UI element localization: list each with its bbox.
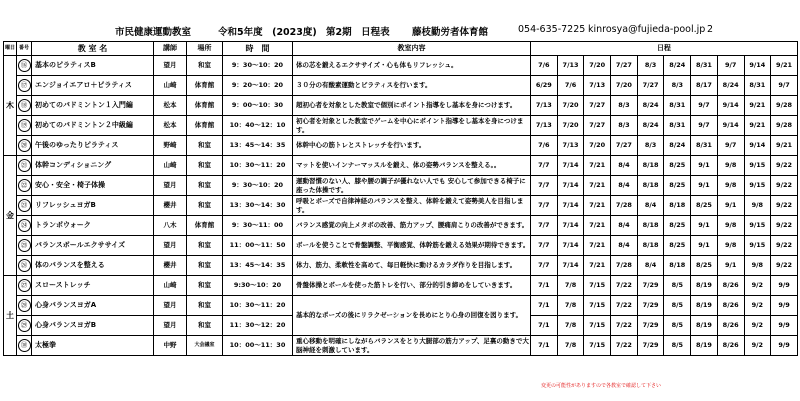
date-cell: 9/2	[744, 296, 771, 316]
time: 11：00～11：50	[223, 236, 293, 256]
table-row	[4, 56, 798, 76]
col-no: 番号	[17, 42, 32, 56]
date-cell: 7/21	[584, 236, 611, 256]
date-cell: 8/4	[611, 236, 638, 256]
date-cell: 9/14	[744, 136, 771, 156]
place: 体育館	[187, 96, 223, 116]
date-cell: 7/7	[531, 196, 558, 216]
date-cell: 7/29	[637, 316, 664, 336]
date-cell: 8/19	[691, 276, 718, 296]
date-cell: 7/7	[531, 216, 558, 236]
time: 11：30～12：20	[223, 316, 293, 336]
date-cell: 7/1	[531, 276, 558, 296]
col-class-name: 教 室 名	[32, 42, 154, 56]
date-cell: 7/6	[531, 56, 558, 76]
table-row	[4, 336, 798, 356]
content: 基本的なポーズの後にリラクゼーションを長めにとり心身の回復を図ります。	[293, 296, 531, 336]
class-number-badge: ⑱	[18, 99, 31, 112]
date-cell: 8/5	[664, 316, 691, 336]
table-row	[4, 156, 798, 176]
date-cell: 8/18	[637, 236, 664, 256]
date-cell: 7/7	[531, 256, 558, 276]
instructor: 山崎	[154, 76, 187, 96]
table-row	[4, 136, 798, 156]
col-instructor: 講師	[154, 42, 187, 56]
time: 10：00～11：30	[223, 336, 293, 356]
date-cell: 7/14	[557, 156, 584, 176]
class-number	[17, 216, 32, 236]
content: 超初心者を対象とした教室で個別にポイント指導をし基本を身につけます。	[293, 96, 531, 116]
table-row	[4, 296, 798, 316]
class-number	[17, 116, 32, 136]
table-row	[4, 236, 798, 256]
content: バランス感覚の向上メタボの改善、筋力アップ、腰痛肩こりの改善ができます。	[293, 216, 531, 236]
place: 大会議室	[187, 336, 223, 356]
table-row	[4, 116, 798, 136]
date-cell: 9/22	[771, 216, 798, 236]
date-cell: 8/25	[664, 236, 691, 256]
date-cell: 7/21	[584, 256, 611, 276]
place: 体育館	[187, 76, 223, 96]
date-cell: 7/8	[557, 316, 584, 336]
class-name: 安心・安全・椅子体操	[32, 176, 154, 196]
place: 和室	[187, 276, 223, 296]
date-cell: 7/20	[557, 116, 584, 136]
date-cell: 9/8	[717, 176, 744, 196]
date-cell: 7/13	[584, 76, 611, 96]
date-cell: 8/26	[717, 276, 744, 296]
date-cell: 7/20	[557, 96, 584, 116]
table-row	[4, 256, 798, 276]
class-number-badge: ㉚	[18, 339, 31, 352]
date-cell: 9/14	[744, 56, 771, 76]
date-cell: 9/8	[717, 156, 744, 176]
date-cell: 9/1	[691, 156, 718, 176]
date-cell: 7/21	[584, 176, 611, 196]
date-cell: 7/21	[584, 196, 611, 216]
instructor: 中野	[154, 336, 187, 356]
place: 和室	[187, 296, 223, 316]
class-name: エンジョイエアロ＋ピラティス	[32, 76, 154, 96]
class-number	[17, 336, 32, 356]
date-cell: 9/22	[771, 236, 798, 256]
class-number-badge: ㉒	[18, 179, 31, 192]
time: 9：30～11：00	[223, 216, 293, 236]
instructor: 山崎	[154, 156, 187, 176]
content: 骨盤体操とボールを使った筋トレを行い、部分的引き締めをしていきます。	[293, 276, 531, 296]
content: 体幹中心の筋トレとストレッチを行います。	[293, 136, 531, 156]
time: 9:30～10：20	[223, 276, 293, 296]
instructor: 望月	[154, 316, 187, 336]
day-cell: 木	[4, 56, 17, 156]
date-cell: 7/20	[584, 56, 611, 76]
date-cell: 9/2	[744, 336, 771, 356]
date-cell: 7/1	[531, 316, 558, 336]
place: 体育館	[187, 216, 223, 236]
place: 体育館	[187, 116, 223, 136]
time: 10：30～11：20	[223, 296, 293, 316]
table-header-row	[4, 42, 798, 56]
place: 和室	[187, 176, 223, 196]
date-cell: 9/28	[771, 116, 798, 136]
date-cell: 8/25	[691, 196, 718, 216]
date-cell: 7/29	[637, 296, 664, 316]
date-cell: 9/9	[771, 336, 798, 356]
footer-note: 変更の可能性がありますので各教室で確認して下さい	[541, 383, 662, 389]
date-cell: 7/8	[557, 336, 584, 356]
date-cell: 9/21	[744, 116, 771, 136]
place: 和室	[187, 256, 223, 276]
date-cell: 7/6	[531, 136, 558, 156]
class-number	[17, 236, 32, 256]
content: 体力、筋力、柔軟性を高めて、毎日軽快に動けるカラダ作りを目指します。	[293, 256, 531, 276]
class-name: リフレッシュヨガB	[32, 196, 154, 216]
date-cell: 8/3	[637, 136, 664, 156]
class-number-badge: ⑰	[18, 79, 31, 92]
date-cell: 9/21	[771, 136, 798, 156]
date-cell: 8/24	[664, 56, 691, 76]
date-cell: 8/25	[664, 216, 691, 236]
instructor: 松本	[154, 96, 187, 116]
date-cell: 7/28	[611, 196, 638, 216]
table-row	[4, 76, 798, 96]
class-name: 体幹コンディショニング	[32, 156, 154, 176]
header-venue: 藤枝勤労者体育館	[412, 27, 489, 38]
date-cell: 8/4	[611, 176, 638, 196]
date-cell: 7/22	[611, 296, 638, 316]
date-cell: 9/7	[691, 96, 718, 116]
instructor: 望月	[154, 236, 187, 256]
class-number	[17, 256, 32, 276]
date-cell: 8/19	[691, 316, 718, 336]
date-cell: 9/7	[691, 116, 718, 136]
header-year: 令和5年度 (2023度)	[218, 27, 317, 38]
place: 和室	[187, 316, 223, 336]
class-name: 心身バランスヨガA	[32, 296, 154, 316]
instructor: 望月	[154, 296, 187, 316]
col-content: 教室内容	[293, 42, 531, 56]
date-cell: 9/8	[744, 196, 771, 216]
date-cell: 7/20	[584, 136, 611, 156]
class-name: 基本のピラティスB	[32, 56, 154, 76]
date-cell: 9/14	[717, 116, 744, 136]
date-cell: 8/4	[611, 156, 638, 176]
class-number	[17, 196, 32, 216]
date-cell: 8/25	[664, 156, 691, 176]
date-cell: 8/26	[717, 296, 744, 316]
date-cell: 8/19	[691, 336, 718, 356]
class-number-badge: ⑳	[18, 139, 31, 152]
date-cell: 7/15	[584, 296, 611, 316]
date-cell: 7/22	[611, 276, 638, 296]
day-cell: 金	[4, 156, 17, 276]
class-name: 太極拳	[32, 336, 154, 356]
date-cell: 7/27	[637, 76, 664, 96]
class-number	[17, 296, 32, 316]
class-name: スローストレッチ	[32, 276, 154, 296]
date-cell: 8/18	[637, 176, 664, 196]
instructor: 望月	[154, 56, 187, 76]
table-row	[4, 276, 798, 296]
class-name: バランスボールエクササイズ	[32, 236, 154, 256]
header-page-number: 2	[707, 24, 714, 35]
date-cell: 8/4	[637, 196, 664, 216]
class-number-badge: ㉖	[18, 259, 31, 272]
date-cell: 7/1	[531, 336, 558, 356]
date-cell: 9/9	[771, 316, 798, 336]
date-cell: 9/9	[771, 296, 798, 316]
date-cell: 8/3	[637, 56, 664, 76]
date-cell: 8/25	[664, 176, 691, 196]
instructor: 望月	[154, 176, 187, 196]
date-cell: 9/22	[771, 196, 798, 216]
instructor: 櫻井	[154, 256, 187, 276]
date-cell: 9/14	[717, 96, 744, 116]
col-day: 曜日	[4, 42, 17, 56]
date-cell: 8/18	[664, 196, 691, 216]
time: 13：45～14：35	[223, 256, 293, 276]
date-cell: 7/29	[637, 276, 664, 296]
class-name: 体のバランスを整える	[32, 256, 154, 276]
time: 9：30～10：20	[223, 176, 293, 196]
class-number-badge: ㉕	[18, 239, 31, 252]
date-cell: 9/22	[771, 256, 798, 276]
date-cell: 9/2	[744, 276, 771, 296]
date-cell: 8/3	[664, 76, 691, 96]
schedule-table	[3, 41, 798, 356]
class-number	[17, 156, 32, 176]
class-name: 心身バランスヨガB	[32, 316, 154, 336]
date-cell: 8/17	[691, 76, 718, 96]
date-cell: 8/5	[664, 276, 691, 296]
date-cell: 7/13	[557, 56, 584, 76]
date-cell: 7/28	[611, 256, 638, 276]
content: 重心移動を明確にしながらバランスをとり大腿部の筋力アップ、足裏の動きで大脳神経を刺激しています。	[293, 336, 531, 356]
date-cell: 7/14	[557, 256, 584, 276]
class-number-badge: ㉓	[18, 199, 31, 212]
date-cell: 8/31	[691, 56, 718, 76]
col-time: 時 間	[223, 42, 293, 56]
class-number	[17, 176, 32, 196]
place: 和室	[187, 136, 223, 156]
date-cell: 7/6	[557, 76, 584, 96]
date-cell: 8/31	[691, 136, 718, 156]
place: 和室	[187, 196, 223, 216]
class-number	[17, 136, 32, 156]
date-cell: 9/8	[744, 256, 771, 276]
date-cell: 7/27	[611, 56, 638, 76]
class-name: 初めてのバドミントン２中級編	[32, 116, 154, 136]
date-cell: 7/22	[611, 316, 638, 336]
date-cell: 9/7	[717, 136, 744, 156]
header-phone: 054-635-7225	[518, 24, 586, 35]
content: ボールを使うことで骨盤調整、平衡感覚、体幹筋を鍛える効果が期待できます。	[293, 236, 531, 256]
date-cell: 7/7	[531, 176, 558, 196]
table-row	[4, 176, 798, 196]
date-cell: 7/14	[557, 176, 584, 196]
class-number	[17, 96, 32, 116]
date-cell: 7/21	[584, 216, 611, 236]
date-cell: 7/14	[557, 216, 584, 236]
date-cell: 7/13	[531, 116, 558, 136]
date-cell: 9/15	[744, 216, 771, 236]
content: マットを使いインナーマッスルを鍛え、体の姿勢バランスを整える。。	[293, 156, 531, 176]
date-cell: 9/15	[744, 176, 771, 196]
date-cell: 9/8	[717, 236, 744, 256]
instructor: 八木	[154, 216, 187, 236]
class-number	[17, 76, 32, 96]
date-cell: 8/4	[637, 256, 664, 276]
date-cell: 8/24	[664, 136, 691, 156]
date-cell: 8/24	[717, 76, 744, 96]
date-cell: 7/1	[531, 296, 558, 316]
date-cell: 7/15	[584, 276, 611, 296]
date-cell: 8/26	[717, 336, 744, 356]
time: 13：45～14：35	[223, 136, 293, 156]
header-email: kinrosya@fujieda-pool.jp	[588, 24, 706, 35]
date-cell: 7/27	[584, 96, 611, 116]
date-cell: 9/1	[691, 176, 718, 196]
date-cell: 7/8	[557, 276, 584, 296]
date-cell: 8/19	[691, 296, 718, 316]
date-cell: 9/21	[744, 96, 771, 116]
class-number	[17, 316, 32, 336]
date-cell: 9/1	[691, 236, 718, 256]
date-cell: 8/31	[664, 96, 691, 116]
date-cell: 9/1	[691, 216, 718, 236]
date-cell: 8/18	[637, 156, 664, 176]
content: 運動習慣のない人、膝や腰の調子が優れない人でも 安心して参加できる椅子に座った体操です。	[293, 176, 531, 196]
content: 呼吸とポーズで自律神経のバランスを整え、体幹を鍛えて姿勢美人を目指します。	[293, 196, 531, 216]
date-cell: 7/13	[557, 136, 584, 156]
date-cell: 8/24	[637, 96, 664, 116]
date-cell: 7/29	[637, 336, 664, 356]
date-cell: 9/15	[744, 156, 771, 176]
class-name: 初めてのバドミントン１入門編	[32, 96, 154, 116]
page-header	[0, 24, 800, 40]
date-cell: 7/27	[584, 116, 611, 136]
time: 10：40～12：10	[223, 116, 293, 136]
date-cell: 7/22	[611, 336, 638, 356]
date-cell: 6/29	[531, 76, 558, 96]
date-cell: 8/25	[691, 256, 718, 276]
instructor: 山崎	[154, 276, 187, 296]
date-cell: 8/5	[664, 296, 691, 316]
date-cell: 9/21	[771, 56, 798, 76]
col-dates: 日程	[531, 42, 798, 56]
class-number-badge: ⑯	[18, 59, 31, 72]
content: ３０分の有酸素運動とピラティスを行います。	[293, 76, 531, 96]
date-cell: 8/3	[611, 96, 638, 116]
table-row	[4, 196, 798, 216]
date-cell: 9/15	[744, 236, 771, 256]
class-number-badge: ㉗	[18, 279, 31, 292]
date-cell: 9/7	[771, 76, 798, 96]
date-cell: 7/13	[531, 96, 558, 116]
date-cell: 7/8	[557, 296, 584, 316]
table-row	[4, 96, 798, 116]
date-cell: 8/18	[637, 216, 664, 236]
content: 体の芯を鍛えるエクササイズ・心も体もリフレッシュ。	[293, 56, 531, 76]
instructor: 櫻井	[154, 196, 187, 216]
class-number-badge: ㉑	[18, 159, 31, 172]
date-cell: 8/4	[611, 216, 638, 236]
col-place: 場所	[187, 42, 223, 56]
place: 和室	[187, 236, 223, 256]
day-cell: 土	[4, 276, 17, 356]
place: 和室	[187, 56, 223, 76]
table-row	[4, 216, 798, 236]
content: 初心者を対象とした教室でゲームを中心にポイント指導をし基本を身につけます。	[293, 116, 531, 136]
class-number	[17, 276, 32, 296]
date-cell: 9/8	[717, 216, 744, 236]
date-cell: 9/1	[717, 196, 744, 216]
date-cell: 9/2	[744, 316, 771, 336]
date-cell: 7/15	[584, 336, 611, 356]
time: 10：30～11：20	[223, 156, 293, 176]
date-cell: 8/18	[664, 256, 691, 276]
header-title: 市民健康運動教室	[115, 27, 192, 38]
date-cell: 9/22	[771, 176, 798, 196]
instructor: 野崎	[154, 136, 187, 156]
date-cell: 7/14	[557, 236, 584, 256]
date-cell: 9/28	[771, 96, 798, 116]
class-number	[17, 56, 32, 76]
header-term: 第2期 日程表	[326, 27, 390, 38]
place: 和室	[187, 156, 223, 176]
date-cell: 8/3	[611, 116, 638, 136]
date-cell: 9/22	[771, 156, 798, 176]
date-cell: 8/5	[664, 336, 691, 356]
date-cell: 8/26	[717, 316, 744, 336]
date-cell: 7/20	[611, 76, 638, 96]
instructor: 松本	[154, 116, 187, 136]
date-cell: 7/21	[584, 156, 611, 176]
date-cell: 7/7	[531, 236, 558, 256]
date-cell: 7/15	[584, 316, 611, 336]
class-name: トランポウォーク	[32, 216, 154, 236]
time: 9：20～10：20	[223, 76, 293, 96]
class-number-badge: ⑲	[18, 119, 31, 132]
time: 9：30～10：20	[223, 56, 293, 76]
class-name: 午後のゆったりピラティス	[32, 136, 154, 156]
date-cell: 7/7	[531, 156, 558, 176]
schedule-body	[4, 56, 798, 356]
date-cell: 8/31	[664, 116, 691, 136]
date-cell: 7/27	[611, 136, 638, 156]
class-number-badge: ㉔	[18, 219, 31, 232]
date-cell: 9/9	[771, 276, 798, 296]
date-cell: 9/1	[717, 256, 744, 276]
date-cell: 8/31	[744, 76, 771, 96]
date-cell: 8/24	[637, 116, 664, 136]
time: 13：30～14：30	[223, 196, 293, 216]
class-number-badge: ㉙	[18, 319, 31, 332]
time: 9：00～10：30	[223, 96, 293, 116]
date-cell: 9/7	[717, 56, 744, 76]
class-number-badge: ㉘	[18, 299, 31, 312]
date-cell: 7/14	[557, 196, 584, 216]
